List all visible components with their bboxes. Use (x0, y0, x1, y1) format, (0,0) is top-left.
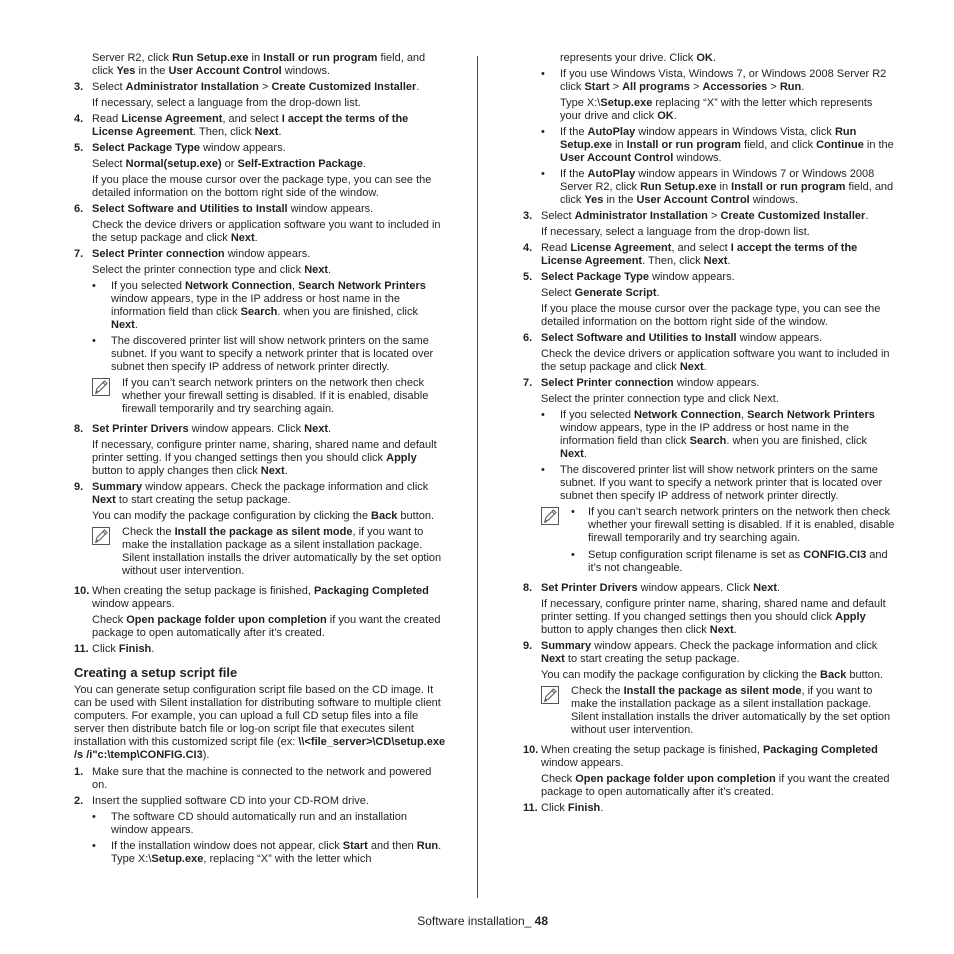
step-para: Select Normal(setup.exe) or Self-Extraction Package. (92, 158, 366, 170)
list-item (74, 811, 446, 837)
step-7 (74, 248, 446, 261)
section-body: You can generate setup configuration script file based on the CD image. It can be used with Silent installation for distributing software to multiple client computers. For example, you can upload a full CD setup files into a file server then distribute batch file or log-on script file that executes silent installation with this customized script file (ex: \\<file_server>\CD\setup.exe /s /i"c:\temp\CONFIG.CI3). (74, 684, 446, 761)
bullet-icon: • (541, 168, 545, 180)
step-text: Set Printer Drivers window appears. Click Next. (92, 423, 332, 435)
list-item-text: The software CD should automatically run and an installation window appears. (111, 811, 407, 836)
column-divider (477, 56, 478, 898)
step-text: Select Printer connection window appears. (541, 377, 760, 389)
step-number: 1. (74, 766, 84, 778)
step-number: 7. (523, 377, 533, 389)
list-item-text: If you selected Network Connection, Search Network Printers window appears, type in the IP address or host name in the information field than click Search. when you are finished, click Next. (560, 409, 875, 460)
note-list-item (571, 549, 895, 575)
step-11 (74, 643, 446, 656)
bullet-icon: • (541, 464, 545, 476)
step-number: 10. (523, 744, 539, 756)
list-item (523, 168, 895, 207)
step-para: Check Open package folder upon completion if you want the created package to open automatically after it’s created. (92, 614, 441, 639)
footer-label: Software installation_ (417, 914, 535, 928)
note-box (74, 526, 446, 578)
right-column (523, 52, 895, 818)
bullet-icon: • (92, 811, 96, 823)
step-5 (74, 142, 446, 155)
intro-text: Server R2, click Run Setup.exe in Install or run program field, and click Yes in the User Account Control windows. (92, 52, 426, 77)
bullet-icon: • (541, 126, 545, 138)
step-number: 6. (523, 332, 533, 344)
list-item-text: If you use Windows Vista, Windows 7, or Windows 2008 Server R2 click Start > All programs > Accessories > Run. (560, 68, 887, 93)
step-4 (523, 242, 895, 268)
step-number: 5. (74, 142, 84, 154)
step-para: If you place the mouse cursor over the package type, you can see the detailed information on the bottom right side of the window. (92, 174, 432, 199)
list-item (523, 464, 895, 503)
step-text: Summary window appears. Check the package information and click Next to start creating the setup package. (92, 481, 429, 506)
bullet-icon: • (541, 68, 545, 80)
step-8 (523, 582, 895, 595)
step-para: Check the device drivers or application software you want to included in the setup package and click Next. (92, 219, 441, 244)
step-para: You can modify the package configuration by clicking the Back button. (541, 669, 884, 681)
step-para: Check Open package folder upon completion if you want the created package to open automatically after it’s created. (541, 773, 890, 798)
step-number: 9. (74, 481, 84, 493)
note-text: Setup configuration script filename is set as CONFIG.CI3 and it’s not changeable. (588, 549, 888, 574)
step-11 (523, 802, 895, 815)
step-text: Select Software and Utilities to Install window appears. (541, 332, 823, 344)
step-para: If necessary, select a language from the drop-down list. (92, 97, 361, 109)
step-number: 4. (74, 113, 84, 125)
step-para: Select the printer connection type and click Next. (541, 393, 779, 405)
step-text: Summary window appears. Check the package information and click Next to start creating the setup package. (541, 640, 878, 665)
list-item-text: If the AutoPlay window appears in Windows Vista, click Run Setup.exe in Install or run program field, and click Continue in the User Account Control windows. (560, 126, 894, 164)
note-text: If you can’t search network printers on the network then check whether your firewall setting is disabled. If it is enabled, disable firewall temporarily and try searching again. (588, 506, 895, 544)
note-text: Check the Install the package as silent mode, if you want to make the installation package as a silent installation package. Silent installation installs the driver automatically by the set option without user intervention. (571, 685, 891, 736)
note-text: Check the Install the package as silent mode, if you want to make the installation package as a silent installation package. Silent installation installs the driver automatically by the set option without user intervention. (122, 526, 442, 577)
note-box (523, 685, 895, 737)
step-6 (523, 332, 895, 345)
step-number: 2. (74, 795, 84, 807)
step-number: 10. (74, 585, 90, 597)
note-text: If you can’t search network printers on the network then check whether your firewall setting is disabled. If it is enabled, disable firewall temporarily and try searching again. (122, 377, 429, 415)
list-item (523, 126, 895, 165)
step-para: If necessary, configure printer name, sharing, shared name and default printer setting. If you changed settings then you should click Apply button to apply changes then click Next. (541, 598, 886, 636)
step-text: Select Package Type window appears. (541, 271, 735, 283)
step-para: You can modify the package configuration by clicking the Back button. (92, 510, 435, 522)
bullet-icon: • (541, 409, 545, 421)
list-item-text: If the installation window does not appear, click Start and then Run. Type X:\Setup.exe, replacing “X” with the letter which (111, 840, 442, 865)
step-6 (74, 203, 446, 216)
step-number: 8. (74, 423, 84, 435)
intro-text: represents your drive. Click OK. (560, 52, 716, 64)
step-para: Select the printer connection type and click Next. (92, 264, 332, 276)
step-5 (523, 271, 895, 284)
step-number: 6. (74, 203, 84, 215)
step-number: 8. (523, 582, 533, 594)
step-text: Select Software and Utilities to Install window appears. (92, 203, 374, 215)
note-box (74, 377, 446, 416)
list-item-text: The discovered printer list will show network printers on the same subnet. If you want to specify a network printer that is located over subnet then specify IP address of network printer directly. (560, 464, 883, 502)
step-10 (523, 744, 895, 770)
step-para: If necessary, select a language from the drop-down list. (541, 226, 810, 238)
step-number: 3. (523, 210, 533, 222)
step-3 (523, 210, 895, 223)
step-text: Select Administrator Installation > Create Customized Installer. (92, 81, 420, 93)
step-para: If you place the mouse cursor over the package type, you can see the detailed information on the bottom right side of the window. (541, 303, 881, 328)
step-text: Select Administrator Installation > Create Customized Installer. (541, 210, 869, 222)
note-pencil-icon (541, 507, 559, 525)
step-text: Insert the supplied software CD into your CD-ROM drive. (92, 795, 369, 807)
step-3 (74, 81, 446, 94)
list-item-text: The discovered printer list will show network printers on the same subnet. If you want to specify a network printer that is located over subnet then specify IP address of network printer directly. (111, 335, 434, 373)
left-column (74, 52, 446, 869)
list-item (74, 840, 446, 866)
bullet-icon: • (571, 506, 575, 518)
step-number: 5. (523, 271, 533, 283)
step-para: Select Generate Script. (541, 287, 660, 299)
step-number: 3. (74, 81, 84, 93)
step-number: 9. (523, 640, 533, 652)
list-item-text: If the AutoPlay window appears in Windows 7 or Windows 2008 Server R2, click Run Setup.exe in Install or run program field, and click Yes in the User Account Control windows. (560, 168, 894, 206)
step-9 (523, 640, 895, 666)
list-item (523, 409, 895, 461)
step-4 (74, 113, 446, 139)
note-pencil-icon (541, 686, 559, 704)
step-9 (74, 481, 446, 507)
step-text: Click Finish. (92, 643, 155, 655)
bullet-icon: • (92, 840, 96, 852)
list-item (74, 335, 446, 374)
step-number: 11. (523, 802, 538, 814)
step-text: Select Package Type window appears. (92, 142, 286, 154)
page-footer (417, 915, 548, 928)
step-para: If necessary, configure printer name, sharing, shared name and default printer setting. If you changed settings then you should click Apply button to apply changes then click Next. (92, 439, 437, 477)
bullet-icon: • (92, 280, 96, 292)
step-text: Make sure that the machine is connected to the network and powered on. (92, 766, 432, 791)
section-heading: Creating a setup script file (74, 665, 238, 680)
step-text: When creating the setup package is finished, Packaging Completed window appears. (92, 585, 429, 610)
bullet-icon: • (92, 335, 96, 347)
step-7 (523, 377, 895, 390)
step-text: Read License Agreement, and select I accept the terms of the License Agreement. Then, click Next. (92, 113, 409, 138)
script-step-1 (74, 766, 446, 792)
list-item-text: If you selected Network Connection, Search Network Printers window appears, type in the IP address or host name in the information field than click Search. when you are finished, click Next. (111, 280, 426, 331)
list-item-para: Type X:\Setup.exe replacing “X” with the letter which represents your drive and click OK. (560, 97, 873, 122)
list-item (74, 280, 446, 332)
step-text: When creating the setup package is finished, Packaging Completed window appears. (541, 744, 878, 769)
step-10 (74, 585, 446, 611)
step-number: 7. (74, 248, 84, 260)
step-text: Select Printer connection window appears. (92, 248, 311, 260)
step-8 (74, 423, 446, 436)
list-item (523, 68, 895, 94)
step-para: Check the device drivers or application software you want to included in the setup package and click Next. (541, 348, 890, 373)
script-step-2 (74, 795, 446, 808)
note-box (523, 506, 895, 575)
bullet-icon: • (571, 549, 575, 561)
step-text: Read License Agreement, and select I accept the terms of the License Agreement. Then, click Next. (541, 242, 858, 267)
note-pencil-icon (92, 378, 110, 396)
note-pencil-icon (92, 527, 110, 545)
note-list-item (571, 506, 895, 545)
step-number: 4. (523, 242, 533, 254)
step-text: Click Finish. (541, 802, 604, 814)
step-text: Set Printer Drivers window appears. Click Next. (541, 582, 781, 594)
page-number: 48 (534, 914, 548, 928)
step-number: 11. (74, 643, 89, 655)
